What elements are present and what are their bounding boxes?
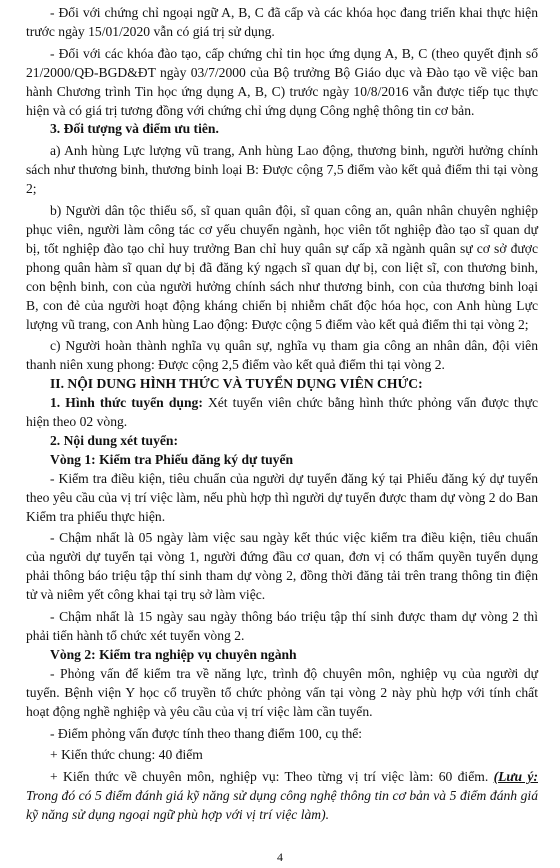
round2-paragraph-2: - Điểm phỏng vấn được tính theo thang điểm 100, cụ thể: xyxy=(50,725,363,741)
paragraph-it-cert: - Đối với các khóa đào tạo, cấp chứng chỉ tin học ứng dụng A, B, C (theo quyết định số 21/2000/QĐ-BGD&ĐT ngày 03/7/2000 của Bộ trưởng Bộ Giáo dục và Đào tạo về việc ban hành Chương trình Tin học ứng dụng A, B, C) trước ngày 10/8/2016 vẫn được tiếp tục thực hiện và có giá trị tương đồng với chứng chỉ ứng dụng Công nghệ thông tin cơ bản. xyxy=(26,45,538,118)
priority-item-b: b) Người dân tộc thiểu số, sĩ quan quân đội, sĩ quan công an, quân nhân chuyên nghiệp phục viên, người làm công tác cơ yếu chuyển ngành, học viên tốt nghiệp đào tạo sĩ quan dự bị, tốt nghiệp đào tạo chỉ huy trưởng Ban chỉ huy quân sự cấp xã ngành quân sự cơ sở được phong quân hàm sĩ quan dự bị đã đăng ký ngạch sĩ quan dự bị, con liệt sĩ, con thương binh, con bệnh binh, con của người hưởng chính sách như thương binh, con của thương binh loại B, con đẻ của người hoạt động kháng chiến bị nhiễm chất độc hóa học, con Anh hùng Lực lượng vũ trang, con Anh hùng Lao động: Được cộng 5 điểm vào kết quả điểm thi tại vòng 2; xyxy=(26,203,538,332)
section3-heading: 3. Đối tượng và điểm ưu tiên. xyxy=(50,121,219,137)
round1-paragraph-3: - Chậm nhất là 15 ngày sau ngày thông báo triệu tập thí sinh được tham dự vòng 2 thì phải tiến hành tổ chức xét tuyển vòng 2. xyxy=(26,609,538,643)
recruitment-form-text: Xét tuyển viên chức bằng hình thức phỏng vấn được thực hiện theo 02 vòng. xyxy=(26,395,538,430)
selection-content-heading: 2. Nội dung xét tuyển: xyxy=(50,432,179,448)
recruitment-form-paragraph xyxy=(26,394,538,432)
page-number: 4 xyxy=(277,850,283,864)
priority-item-a: a) Anh hùng Lực lượng vũ trang, Anh hùng Lao động, thương binh, người hưởng chính sách như thương binh, thương binh loại B: Được cộng 7,5 điểm vào kết quả điểm thi tại vòng 2; xyxy=(26,143,538,197)
priority-item-c: c) Người hoàn thành nghĩa vụ quân sự, nghĩa vụ tham gia công an nhân dân, đội viên thanh niên xung phong: Được cộng 2,5 điểm vào kết quả điểm thi tại vòng 2. xyxy=(26,338,538,373)
section2-heading: II. NỘI DUNG HÌNH THỨC VÀ TUYỂN DỤNG VIÊN CHỨC: xyxy=(50,376,423,392)
round1-paragraph-2: - Chậm nhất là 05 ngày làm việc sau ngày kết thúc việc kiểm tra điều kiện, tiêu chuẩn của người dự tuyển tại vòng 1, người đứng đầu cơ quan, đơn vị có thẩm quyền tuyển dụng phải thông báo triệu tập thí sinh tham dự vòng 2, đồng thời đăng tải trên trang thông tin điện tử và niêm yết công khai tại trụ sở làm việc. xyxy=(26,530,538,603)
round2-paragraph-4 xyxy=(26,768,538,825)
note-text: Trong đó có 5 điểm đánh giá kỹ năng sử dụng công nghệ thông tin cơ bản và 5 điểm đánh giá kỹ năng sử dụng ngoại ngữ phù hợp với vị trí việc làm). xyxy=(26,788,538,823)
round2-title: Vòng 2: Kiểm tra nghiệp vụ chuyên ngành xyxy=(50,646,297,662)
paragraph-foreign-language-cert: - Đối với chứng chỉ ngoại ngữ A, B, C đã cấp và các khóa học đang triển khai thực hiện trước ngày 15/01/2020 vẫn có giá trị sử dụng. xyxy=(26,5,538,39)
note-label: (Lưu ý: xyxy=(493,769,538,785)
recruitment-form-label: 1. Hình thức tuyển dụng: xyxy=(50,395,203,411)
round2-paragraph-3: + Kiến thức chung: 40 điểm xyxy=(50,747,203,763)
round1-title: Vòng 1: Kiểm tra Phiếu đăng ký dự tuyển xyxy=(50,451,294,467)
round2-paragraph-1: - Phỏng vấn để kiểm tra về năng lực, trình độ chuyên môn, nghiệp vụ của người dự tuyển. Bệnh viện Y học cổ truyền tổ chức phỏng vấn tại vòng 2 này phù hợp với tính chất hoạt động nghề nghiệp và yêu cầu của vị trí việc làm cần tuyển. xyxy=(26,665,538,719)
round1-paragraph-1: - Kiểm tra điều kiện, tiêu chuẩn của người dự tuyển đăng ký tại Phiếu đăng ký dự tuyển theo yêu cầu của vị trí việc làm, nếu phù hợp thì người dự tuyển được tham dự vòng 2 do Ban Kiểm tra phiếu thực hiện. xyxy=(26,470,538,524)
round2-professional-knowledge: + Kiến thức về chuyên môn, nghiệp vụ: Theo từng vị trí việc làm: 60 điểm. xyxy=(50,769,494,785)
